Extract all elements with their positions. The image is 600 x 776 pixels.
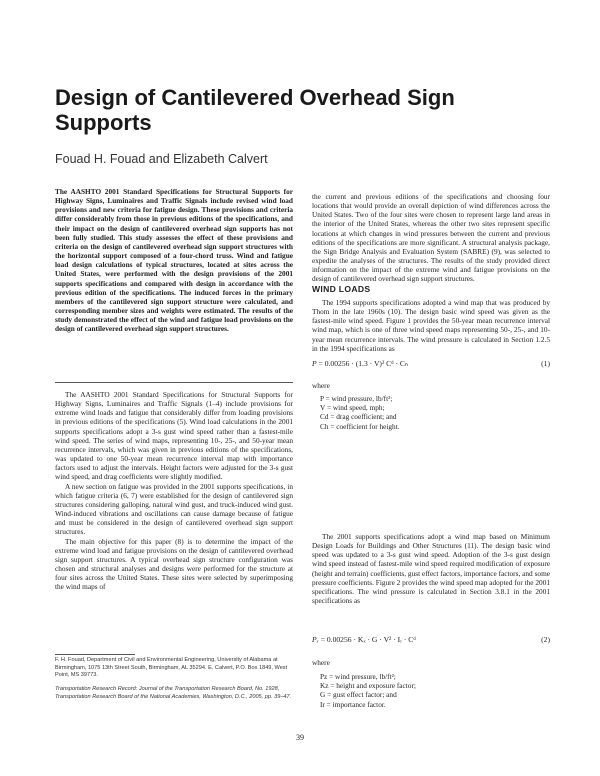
article-title: Design of Cantilevered Overhead Sign Supports <box>55 85 455 135</box>
definition-item: Cd = drag coefficient; and <box>320 412 397 422</box>
where-label: where <box>312 658 330 667</box>
equation-2-definitions <box>320 672 416 709</box>
page-number: 39 <box>296 733 304 742</box>
equation-2-rhs: = 0.00256 · Kₓ · G · V² · Iᵣ · Cᵈ <box>320 635 416 644</box>
equation-1-number: (1) <box>541 359 550 368</box>
where-label: where <box>312 381 330 390</box>
definition-item: Ch = coefficient for height. <box>320 421 400 431</box>
body-paragraph: The 1994 supports specifications adopted a wind map that was produced by Thom in the late 1960s (10). The design basic wind speed was given as the fastest-mile wind speed. Figure 1 provides the 50-year mean recurrence interval wind map, which is one of three wind speed maps representing 50-, 25-, and 10-year mean recurrence intervals. The wind pressure is calculated in Section 1.2.5 in the 1994 specifications as <box>312 298 550 353</box>
equation-1-rhs: = 0.00256 · (1.3 · V)² Cᵈ · Cₕ <box>318 359 409 368</box>
body-paragraph: A new section on fatigue was provided in the 2001 supports specifications, in which fatigue criteria (6, 7) were established for the design of cantilevered sign structures considering galloping, natural wind gust, and truck-induced wind gust. Wind-induced vibrations and oscillations can cause damage because of fatigue and must be considered in the design of cantilevered overhead sign support structures. <box>55 481 293 537</box>
equation-2-number: (2) <box>541 635 550 644</box>
body-paragraph: The main objective for this paper (8) is to determine the impact of the extreme wind load and fatigue provisions on the design of cantilevered overhead sign support structures. A typical overhead sign structure configuration was chosen and structural analyses and designs were performed for the structure at four sites across the United States. These sites were selected by superimposing the wind maps of <box>55 536 293 592</box>
author-affiliation-footnote: F. H. Fouad, Department of Civil and Environmental Engineering, University of Alabama at Birmingham, 1075 13th Street South, Birmingham, AL 35294. E. Calvert, P.O. Box 1849, West Point, MS 39773. <box>55 657 288 678</box>
definition-item: G = gust effect factor; and <box>320 690 397 700</box>
body-paragraph: The 2001 supports specifications adopt a wind map based on Minimum Design Loads for Buildings and Other Structures (11). The design basic wind speed was updated to a 3-s gust wind speed. Adoption of the 3-s gust design wind speed instead of fastest-mile wind speed required modification of exposure (height and terrain) coefficients, gust effect factors, importance factors, and some pressure coefficients. Figure 2 provides the wind speed map adopted for the 2001 specifications. The wind pressure is calculated in Section 3.8.1 in the 2001 specifications as <box>312 532 550 606</box>
definition-item: Pz = wind pressure, lb/ft²; <box>320 672 396 681</box>
left-body <box>55 390 293 591</box>
abstract <box>55 187 293 334</box>
section-heading-wind-loads: WIND LOADS <box>312 284 371 294</box>
equation-1 <box>312 359 550 368</box>
body-paragraph: the current and previous editions of the specifications and choosing four locations that would provide an overall depiction of wind differences across the United States. Two of the four sites were chosen to represent large land areas in the interior of the United States, whereas the other two sites represent specific locations at which changes in wind pressures between the current and previous editions of the specifications are more significant. A structural analysis package, the Sign Bridge Analysis and Evaluation System (SABRE) (9), was selected to expedite the analyses of the structures. The results of the study provided direct information on the impact of the extreme wind and fatigue provisions on the design of cantilevered overhead sign support structures. <box>312 192 550 284</box>
definition-item: P = wind pressure, lb/ft²; <box>320 394 393 403</box>
abstract-text: The AASHTO 2001 Standard Specifications for Structural Supports for Highway Signs, Luminaires and Traffic Signals include revised wind load provisions and new criteria for fatigue design. These provisions and criteria differ considerably from those in previous editions of the specifications, and their impact on the design of cantilevered overhead sign supports has not been fully studied. This study assesses the effect of these provisions and criteria on the design of cantilevered overhead sign support structures with the horizontal support composed of a four-chord truss. Wind and fatigue load design calculations of typical structures, located at sites across the United States, were performed with the design provisions of the 2001 supports specifications and compared with design in accordance with the previous edition of the specifications. The induced forces in the primary members of the cantilevered sign support structure were calculated, and corresponding member sizes and weights were estimated. The results of the study demonstrated the effect of the wind and fatigue load provisions on the design of cantilevered overhead sign support structures. <box>55 187 293 334</box>
abstract-divider <box>55 382 293 383</box>
definition-item: Kz = height and exposure factor; <box>320 681 416 691</box>
body-paragraph: The AASHTO 2001 Standard Specifications for Structural Supports for Highway Signs, Luminaires and Traffic Signals (1–4) include provisions for extreme wind loads and fatigue that considerably differ from loading provisions in previous editions of the specifications (5). Wind load calculations in the 2001 supports specifications adopt a 3-s gust wind speed rather than a fastest-mile wind speed. The series of wind maps, representing 10-, 25-, and 50-year mean recurrence intervals, which was given in previous editions of the specifications, was updated to one 50-year mean recurrence interval map with importance factors used to adjust the intervals. Height factors were adjusted for the 3-s gust wind speed, and drag coefficients were slightly modified. <box>55 390 293 482</box>
right-body-1 <box>312 298 550 353</box>
right-body-2 <box>312 532 550 605</box>
equation-1-definitions <box>320 394 400 431</box>
footnote-divider <box>55 654 135 655</box>
definition-item: Ir = importance factor. <box>320 699 386 709</box>
equation-2 <box>312 635 550 644</box>
citation-footnote: Transportation Research Record: Journal of the Transportation Research Board, No. 1928, Transportation Research Board of the National Academies, Washington, D.C., 2005, pp. 39–47. <box>55 686 292 700</box>
equation-1-lhs: P <box>312 359 317 368</box>
definition-item: V = wind speed, mph; <box>320 403 385 413</box>
equation-2-lhs: Pₓ <box>312 635 319 644</box>
right-body-top <box>312 192 550 284</box>
author-line: Fouad H. Fouad and Elizabeth Calvert <box>55 152 268 166</box>
